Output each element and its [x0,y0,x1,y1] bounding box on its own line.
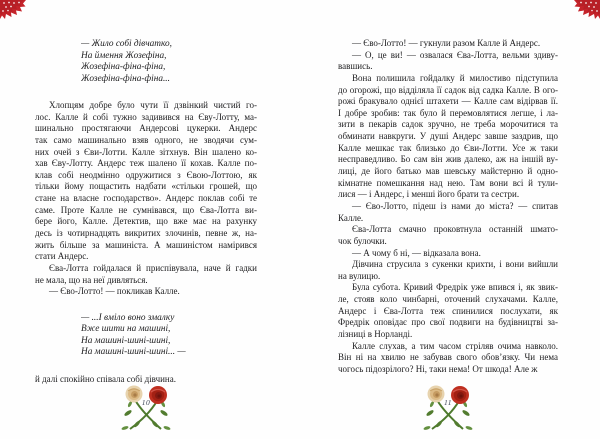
paragraph: й далі спокійно співала собі дівчина. [35,373,176,384]
two-roses-icon [118,383,174,433]
rose-footer-ornament [420,383,476,433]
paragraph: Калле слухав, а тим часом стріляв очима навколо. Він ні на хвилю не забував свого обов’язку. Чи нема чогось підозрілого? Ні, таки нема! От шкода! Але ж [338,340,558,374]
two-roses-icon [420,383,476,433]
page-right [338,38,558,376]
paragraph: Єва-Лотта гойдалася й приспівувала, наче й гадки не мала, що на неї дивляться. [35,262,257,285]
paragraph: Хлопцям добре було чути її дзвінкий чистий го- лос. Калле й собі тужно задивився на Єву-Лотту, ма- шинально простягаючи Андерсові цукерки. Андерс так само машинально взяв одного, не зводячи сум- них очей з Єви-Лотти. Калле зітхнув. Він шалено ко- хав Єву-Лотту. Андерс теж шалено її кохав. Калле по- клав собі неодмінно одружитися з Євою-Лоттою, як тільки йому пощастить надбати «стільки грошей, що стане на власне господарство». Андерс поклав собі те саме. Проте Калле не сумнівався, що Єва-Лотта ви- бере його, Калле. Детектив, що вже має на рахунку десь із чотирнадцять викритих злочинів, певне ж, на- жить більше за машиніста. А машиністом намірився стати Андерс. [35,100,257,262]
corner-fabric-icon [0,0,26,19]
rose-footer-ornament [118,383,174,433]
paragraph: — Єво-Лотто! — гукнули разом Калле й Андерс. [352,38,541,48]
red-corner-ornament-icon [574,0,600,19]
red-corner-ornament-icon [0,0,26,19]
corner-fabric-icon [574,0,600,19]
paragraph: Дівчина струсила з сукенки крихти, і вони вийшли на вулицю. [338,259,558,281]
paragraph: — А чому б ні, — відказала вона. [352,247,481,258]
paragraph: — О, це ви! — озвалася Єва-Лотта, вельми здиву- вавшись. [338,49,558,72]
paragraph: Була субота. Кривий Фредрік уже впився і, як звик- ле, стояв коло чинбарні, оточений слухачами. Калле, Андерс і Єва-Лотта теж спинилися послухати, як Фредрік оповідає про свої подвиги на будівництві за- лізниці в Норланді. [338,282,558,340]
page-number: 11 [444,398,452,407]
page-number: 10 [141,398,151,407]
paragraph: Вона полишила гойдалку й милостиво підступила до огорожі, що відділяла її садок від садка Калле. В ого- рожі бракувало однієї штахети — Калле сам відірвав її. І добре зробив: так було й перемовлятися легше, і ла- зити в пекарів садок зручно, не треба морочитися та обминати навкруги. У душі Андерс завше заздрив, що Калле мешкає так близько до Єви-Лотти. Усе ж таки несправедливо. Бо сам він жив далеко, аж на іншій ву- лиці, де його батько мав шевську майстерню й одно- кімнатне помешкання над нею. Там вони всі й тули- лися — і Андерс, і менші його брати та сестри. [338,72,558,200]
paragraph: — Єво-Лотто, підеш із нами до міста? — спитав Калле. [338,200,558,223]
song-verse-2: — ...І вміло воно змалку Вже шити на машині, На машині-шині-шині, На машині-шині-шині... — [81,312,186,358]
song-verse-1: — Жило собі дівчатко, На ймення Жозефіна, Жозефіна-фіна-фіна, Жозефіна-фіна-фіна... [81,39,172,84]
paragraph: — Єво-Лотто! — покликав Калле. [49,286,180,297]
paragraph: Єва-Лотта смачно проковтнула останній шмато- чок булочки. [338,224,558,246]
page-left [35,39,257,386]
